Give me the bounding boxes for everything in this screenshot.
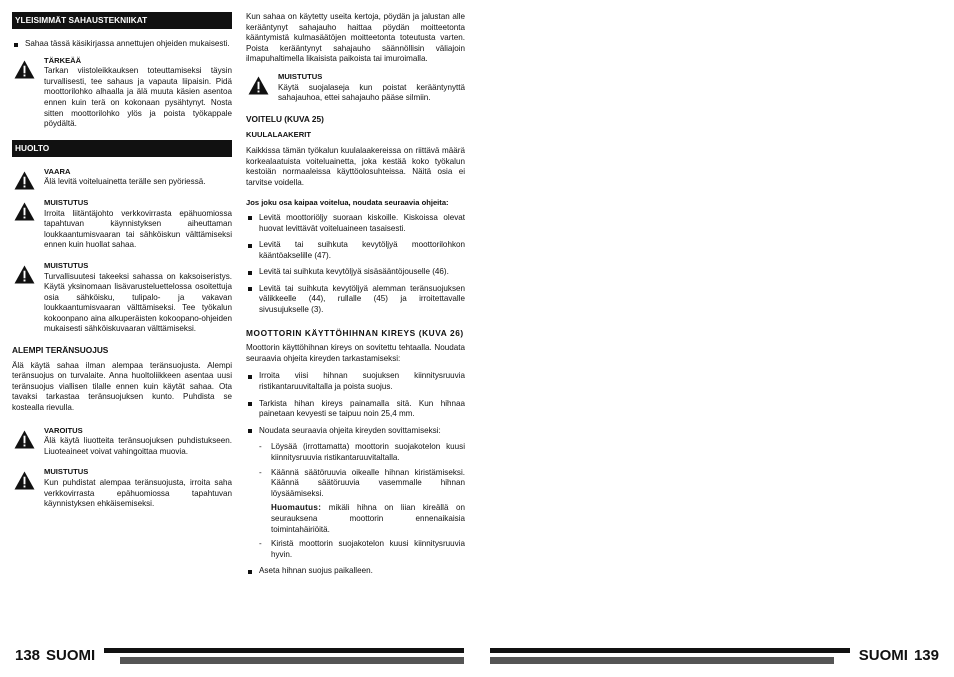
paragraph: Älä käytä sahaa ilman alempaa teränsuojusta. Alempi teränsuojus on turvalaite. Anna huoltoliikkeen asentaa uusi teränsuojus viallisen tilalle ennen kuin käytät sahaa. Ota tavaksi tarkastaa teränsuojuksen kunto. Puhdista se kostealla rievulla. <box>12 360 232 413</box>
warning-icon <box>14 471 35 490</box>
section-heading-belt-tension: MOOTTORIN KÄYTTÖHIHNAN KIREYS (KUVA 26) <box>246 327 464 338</box>
footer-grey-band <box>120 657 464 664</box>
warning-icon <box>14 202 35 221</box>
note-text: Älä levitä voiteluainetta terälle sen pyöriessä. <box>44 177 206 187</box>
note-text: Turvallisuutesi takeeksi sahassa on kaksoiseristys. Käytä yksinomaan lisävarusteluettelossa osoitettuja osia sähköisku, tulipalo- ja vakavan loukkaantumisvaaran välttämiseksi. Tee työkalun kokoonpano aina alkuperäisten kokoopano-ohjeiden mukaisesti sähköiskuvaaran välttämiseksi. <box>44 271 232 334</box>
note-caution <box>12 467 232 509</box>
footer-label <box>850 648 942 664</box>
section-heading-maintenance: HUOLTO <box>12 140 232 157</box>
list-item: Tarkista hihan kireys painamalla sitä. Kun hihnaa painetaan kevyesti se taipuu noin 25,4 mm. <box>246 399 465 420</box>
page-number: 139 <box>913 647 939 664</box>
note-important <box>12 56 232 130</box>
dash-text: Kiristä moottorin suojakotelon kuusi kiinnitysruuvia hyvin. <box>271 539 465 559</box>
note-title: MUISTUTUS <box>44 197 89 207</box>
note-title: VAARA <box>44 166 71 176</box>
note-text: Älä käytä liuotteita teränsuojuksen puhdistukseen. Liuoteaineet voivat vahingoittaa muovia. <box>44 436 232 456</box>
footer-left <box>12 648 464 664</box>
list-item: Irroita viisi hihnan suojuksen kiinnitysruuvia ristikantaruuvitaltalla ja poista suojus. <box>246 371 465 392</box>
warning-icon <box>14 171 35 190</box>
section-heading-general-techniques: YLEISIMMÄT SAHAUSTEKNIIKAT <box>12 12 232 29</box>
note-text: Kun puhdistat alempaa teränsuojusta, irroita saha verkkovirrasta epähuomiossa tapahtuvan käynnistyksen ehkäisemiseksi. <box>44 478 232 509</box>
note-danger <box>12 167 232 188</box>
language-label: SUOMI <box>858 647 908 664</box>
warning-icon <box>248 76 269 95</box>
section-heading-lubrication: VOITELU (KUVA 25) <box>246 113 324 124</box>
page-number: 138 <box>15 647 41 664</box>
left-column <box>12 12 232 520</box>
note-label: Huomautus: <box>271 503 322 513</box>
dash-text: Löysää (irrottamatta) moottorin suojakotelon kuusi kiinnitysruuvia ristikantaruuvitaltalla. <box>271 442 465 462</box>
dash-item: - Löysää (irrottamatta) moottorin suojakotelon kuusi kiinnitysruuvia ristikantaruuvitaltalla. <box>259 442 465 462</box>
paragraph: Kun sahaa on käytetty useita kertoja, pöydän ja jalustan alle kerääntynyt sahajauho haittaa pöydän moitteetonta kääntymistä kulmasäätöjen moitteetonta toteutusta varten. Poista kerääntynyt sahajauho säännöllisin väliajoin ilmapuhaltimella likaisista paikoista tai imuroimalla. <box>246 12 465 64</box>
footer-grey-band <box>490 657 834 664</box>
warning-icon <box>14 60 35 79</box>
note-text: Irroita liitäntäjohto verkkovirrasta epähuomiossa tapahtuvan käynnistyksen aiheuttaman loukkaantumisvaaran tai sähköiskun välttämiseksi ennen kuin huollat sahaa. <box>44 208 232 250</box>
note-text: Tarkan viistoleikkauksen toteuttamiseksi täysin turvallisesti, tee sahaus ja vapauta liipaisin. Pidä moottorilohko alhaalla ja älä muuta käsien asentoa ennen kuin terä on kokonaan pysähtynyt. Nosta sitten moottorilohko ylös ja poista työkappale pöydältä. <box>44 66 232 129</box>
note-caution <box>12 261 232 335</box>
warning-icon <box>14 430 35 449</box>
note-text: Käytä suojalaseja kun poistat kerääntynyttä sahajauhoa, ettei sahajauho pääse silmiin. <box>278 82 465 103</box>
note-title: TÄRKEÄÄ <box>44 55 82 65</box>
note-title: MUISTUTUS <box>278 71 323 81</box>
list-item: Noudata seuraavia ohjeita kireyden sovittamiseksi: <box>246 426 465 437</box>
note-warning <box>12 426 232 458</box>
dash-item: - Kiristä moottorin suojakotelon kuusi kiinnitysruuvia hyvin. <box>259 539 465 559</box>
list-item: Levitä moottoriöljy suoraan kiskoille. Kiskoissa olevat huovat levittävät voiteluaineen tasaisesti. <box>246 213 465 234</box>
paragraph: Kaikkissa tämän työkalun kuulalaakereissa on riittävä määrä korkealaatuista voiteluainetta, joka kestää koko työkalun kestoiän normaaleissa käyttöolosuhteissa. Näitä osia ei tarvitse voidella. <box>246 145 465 187</box>
note-caution <box>246 72 465 104</box>
note-title: MUISTUTUS <box>44 467 89 477</box>
warning-icon <box>14 265 35 284</box>
section-heading-lower-guard: ALEMPI TERÄNSUOJUS <box>12 345 109 356</box>
note-inline <box>271 503 465 535</box>
list-item: Levitä tai suihkuta kevytöljyä alemman teränsuojuksen välikkeelle (44), rullalle (45) ja irroitettavalle sivusujukselle (3). <box>246 284 465 316</box>
note-title: VAROITUS <box>44 425 83 435</box>
note-inline-text: mikäli hihna on liian kireällä on seurauksena moottorin ennenaikaisia toimintahäiriöitä. <box>271 503 465 534</box>
list-item: Aseta hihnan suojus paikalleen. <box>246 566 465 577</box>
language-label: SUOMI <box>46 647 96 664</box>
right-column <box>246 12 465 583</box>
note-title: MUISTUTUS <box>44 260 89 270</box>
bold-paragraph: Jos joku osa kaipaa voitelua, noudata seuraavia ohjeita: <box>246 198 449 208</box>
paragraph: Moottorin käyttöhihnan kireys on sovitettu tehtaalla. Noudata seuraavia ohjeita kireyden tarkastamiseksi: <box>246 343 465 363</box>
list-item: Levitä tai suihkuta kevytöljyä moottorilohkon kääntöakselille (47). <box>246 240 465 261</box>
footer-label <box>12 648 104 664</box>
dash-text: Käännä säätöruuvia oikealle hihnan kiristämiseksi. Käännä säätöruuvia vasemmalle hihnan löysäämiseksi. <box>271 467 465 498</box>
list-item: Sahaa tässä käsikirjassa annettujen ohjeiden mukaisesti. <box>12 39 232 50</box>
dash-item: - Käännä säätöruuvia oikealle hihnan kiristämiseksi. Käännä säätöruuvia vasemmalle hihnan löysäämiseksi. <box>259 467 465 498</box>
list-item: Levitä tai suihkuta kevytöljyä sisäsääntöjouselle (46). <box>246 267 465 278</box>
footer-right <box>490 648 942 664</box>
subheading-ball-bearings: KUULALAAKERIT <box>246 130 311 140</box>
note-caution <box>12 198 232 251</box>
